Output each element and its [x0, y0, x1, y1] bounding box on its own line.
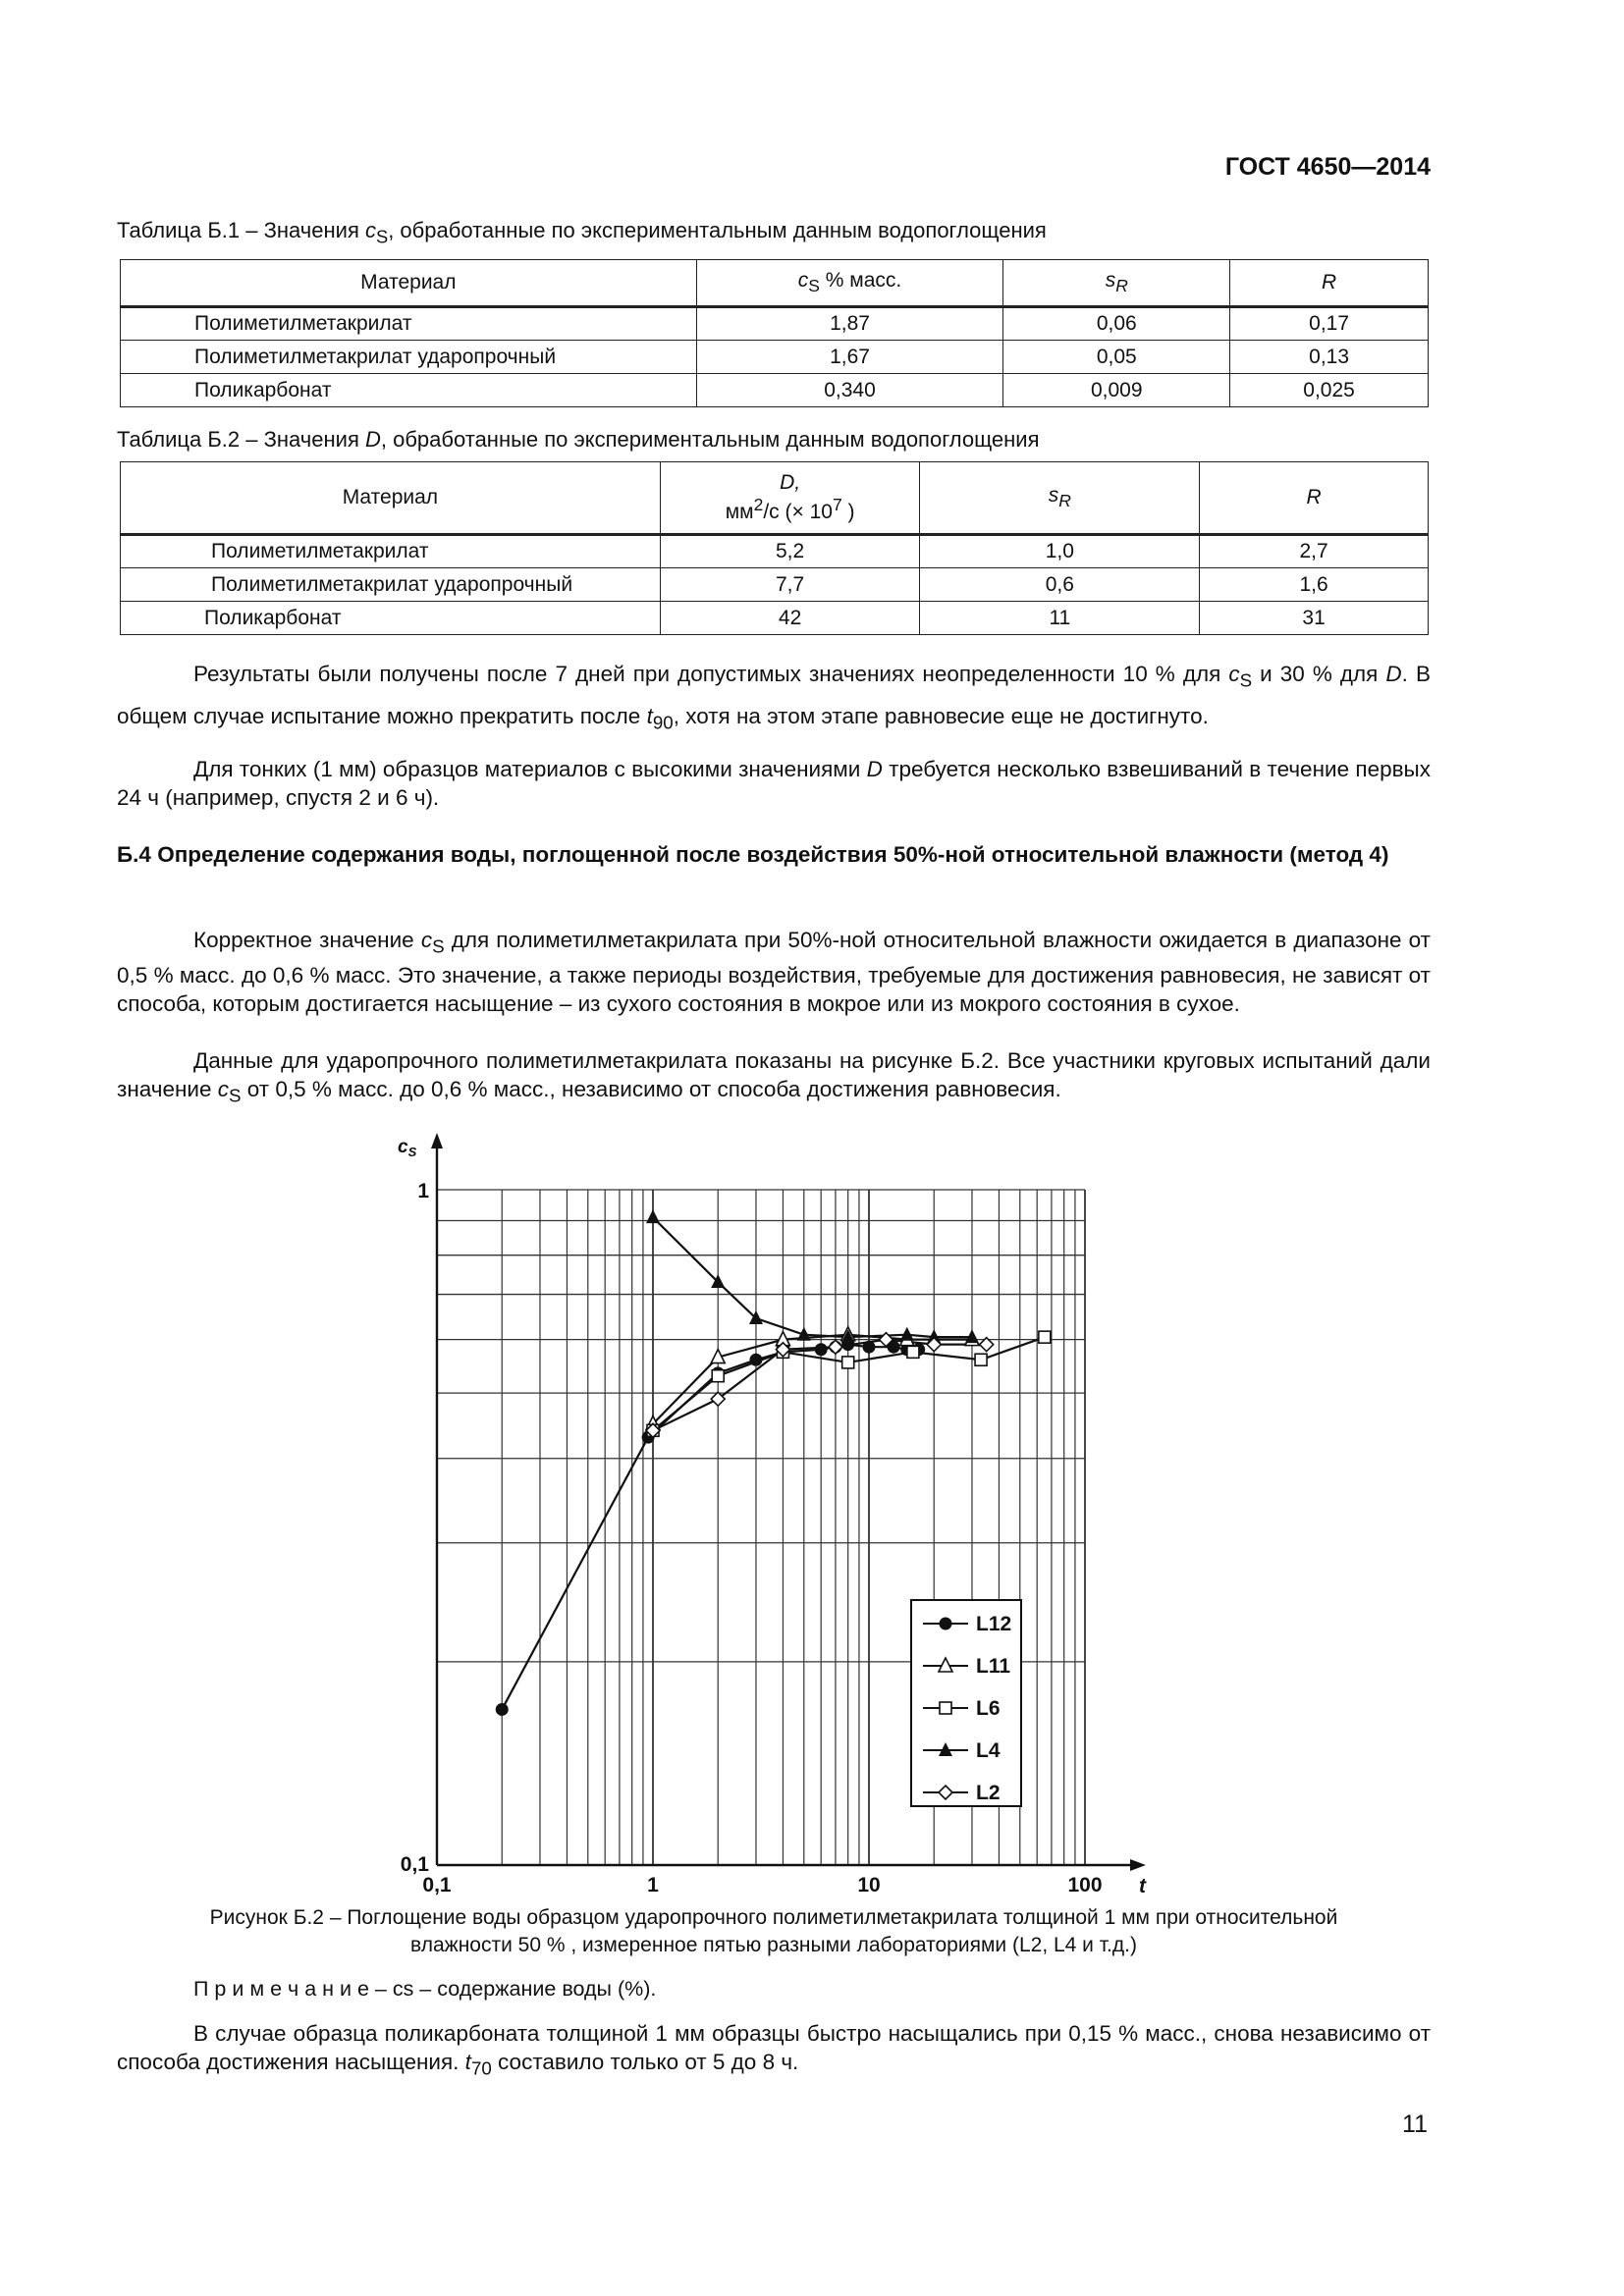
- table1-cell-r: 0,025: [1230, 374, 1429, 407]
- table2-cell-sr: 1,0: [920, 535, 1200, 568]
- figure-chart: [373, 1109, 1178, 1909]
- table1-header-row: [121, 260, 1429, 307]
- table2-caption: Таблица Б.2 – Значения D, обработанные по экспериментальным данным водопоглощения: [117, 427, 1040, 452]
- data-point-l6: [842, 1357, 854, 1368]
- figure-caption-line1: Рисунок Б.2 – Поглощение воды образцом ударопрочного полиметилметакрилата толщиной 1 мм при относительной: [209, 1906, 1338, 1929]
- table-row: [121, 568, 1429, 602]
- table1-cell-sr: 0,05: [1003, 341, 1230, 374]
- data-point-l2: [829, 1340, 842, 1354]
- x-axis-label: t: [1139, 1875, 1146, 1897]
- table2-header-row: [121, 462, 1429, 535]
- paragraph-polycarbonate: В случае образца поликарбоната толщиной 1 мм образцы быстро насыщались при 0,15 % масс., снова независимо от способа достижения насыщения. $t_{70}$ составило только от 5 до 8 ч.: [117, 2021, 1431, 2079]
- data-point-l6: [712, 1370, 724, 1382]
- table2-cell-d: 5,2: [660, 535, 920, 568]
- y-axis-label: $c_S$: [398, 1137, 417, 1159]
- legend-label: L4: [976, 1739, 1001, 1762]
- table2-cell-r: 2,7: [1200, 535, 1429, 568]
- table1-header-cs: $c_S$ % масс.: [696, 260, 1003, 307]
- section-heading: Б.4 Определение содержания воды, поглощенной после воздействия 50%-ной относительной влажности (метод 4): [117, 842, 1389, 867]
- legend-marker-l6: [940, 1702, 951, 1714]
- x-tick-label: 10: [857, 1874, 881, 1896]
- table1-cell-material: Полиметилметакрилат ударопрочный: [121, 341, 697, 374]
- data-point-l12: [815, 1343, 828, 1356]
- table-row: [121, 341, 1429, 374]
- table-row: [121, 374, 1429, 407]
- table1-header-r: R: [1230, 260, 1429, 307]
- data-point-l4: [900, 1327, 914, 1341]
- table-row: [121, 535, 1429, 568]
- paragraph-thin-samples: Для тонких (1 мм) образцов материалов с высокими значениями D требуется несколько взвешиваний в течение первых 24 ч (например, спустя 2 и 6 ч).: [117, 757, 1431, 810]
- table1-cell-r: 0,17: [1230, 307, 1429, 341]
- legend-label: L2: [976, 1782, 1001, 1804]
- table1-cell-material: Поликарбонат: [121, 374, 697, 407]
- figure-caption-line2: влажности 50 % , измеренное пятью разными лабораториями (L2, L4 и т.д.): [410, 1934, 1137, 1956]
- y-tick-label: 1: [417, 1180, 429, 1202]
- table-row: [121, 307, 1429, 341]
- table2-header-d: D, $мм^2/с$ (× $10^7$ ): [660, 462, 920, 535]
- table1-cell-cs: 1,67: [696, 341, 1003, 374]
- paragraph-results: Результаты были получены после 7 дней при допустимых значениях неопределенности 10 % для $c_S$ и 30 % для D. В общем случае испытание можно прекратить после $t_{90}$, хотя на этом этапе равновесие еще не достигнуто.: [117, 662, 1431, 732]
- table1-cell-cs: 1,87: [696, 307, 1003, 341]
- data-point-l12: [863, 1341, 876, 1354]
- legend-label: L12: [976, 1613, 1012, 1635]
- legend-label: L6: [976, 1697, 1001, 1720]
- data-point-l12: [749, 1354, 762, 1366]
- paragraph-impact-pmma: Данные для ударопрочного полиметилметакрилата показаны на рисунке Б.2. Все участники круговых испытаний дали значение $c_S$ от 0,5 % масс. до 0,6 % масс., независимо от способа достижения равновесия.: [117, 1048, 1431, 1106]
- table1: [120, 259, 1429, 407]
- table1-cell-material: Полиметилметакрилат: [121, 307, 697, 341]
- table2-cell-sr: 0,6: [920, 568, 1200, 602]
- table2-cell-d: 7,7: [660, 568, 920, 602]
- table1-caption: Таблица Б.1 – Значения $c_S$, обработанные по экспериментальным данным водопоглощения: [117, 218, 1047, 247]
- table2-cell-r: 31: [1200, 602, 1429, 635]
- table1-cell-r: 0,13: [1230, 341, 1429, 374]
- figure-caption: [117, 1904, 1431, 1959]
- data-point-l6: [975, 1354, 987, 1365]
- data-point-l12: [496, 1703, 509, 1716]
- document-standard-number: ГОСТ 4650—2014: [1224, 153, 1431, 181]
- x-tick-label: 1: [647, 1874, 659, 1896]
- x-axis-arrow-icon: [1130, 1859, 1146, 1871]
- table2-cell-material: Полиметилметакрилат: [121, 535, 661, 568]
- table2-cell-material: Поликарбонат: [121, 602, 661, 635]
- data-point-l6: [1039, 1331, 1051, 1343]
- table2-cell-material: Полиметилметакрилат ударопрочный: [121, 568, 661, 602]
- table2-cell-sr: 11: [920, 602, 1200, 635]
- data-point-l6: [907, 1346, 919, 1358]
- series-line-l4: [653, 1217, 972, 1337]
- table1-cell-sr: 0,009: [1003, 374, 1230, 407]
- legend-marker-l12: [940, 1618, 952, 1630]
- y-tick-label: 0,1: [400, 1853, 429, 1876]
- table2-cell-r: 1,6: [1200, 568, 1429, 602]
- y-axis-arrow-icon: [431, 1133, 443, 1148]
- legend-label: L11: [976, 1655, 1011, 1678]
- table2-header-sr: $s_R$: [920, 462, 1200, 535]
- chart-svg: [373, 1109, 1178, 1904]
- x-tick-label: 100: [1067, 1874, 1103, 1896]
- table2-header-r: R: [1200, 462, 1429, 535]
- table2-cell-d: 42: [660, 602, 920, 635]
- table1-cell-cs: 0,340: [696, 374, 1003, 407]
- table1-header-material: Материал: [121, 260, 697, 307]
- paragraph-correct-value: Корректное значение $c_S$ для полиметилметакрилата при 50%-ной относительной влажности ожидается в диапазоне от 0,5 % масс. до 0,6 % масс. Это значение, а также периоды воздействия, требуемые для достижения равновесия, не зависят от способа, которым достигается насыщение – из сухого состояния в мокрое или из мокрого состояния в сухое.: [117, 928, 1431, 1016]
- table-row: [121, 602, 1429, 635]
- page-number: 11: [1402, 2110, 1428, 2138]
- table2-header-material: Материал: [121, 462, 661, 535]
- note: П р и м е ч а н и е – cs – содержание воды (%).: [193, 1977, 657, 2001]
- table1-header-sr: $s_R$: [1003, 260, 1230, 307]
- data-point-l4: [646, 1209, 660, 1223]
- table2: [120, 461, 1429, 635]
- table1-cell-sr: 0,06: [1003, 307, 1230, 341]
- x-tick-label: 0,1: [422, 1874, 452, 1896]
